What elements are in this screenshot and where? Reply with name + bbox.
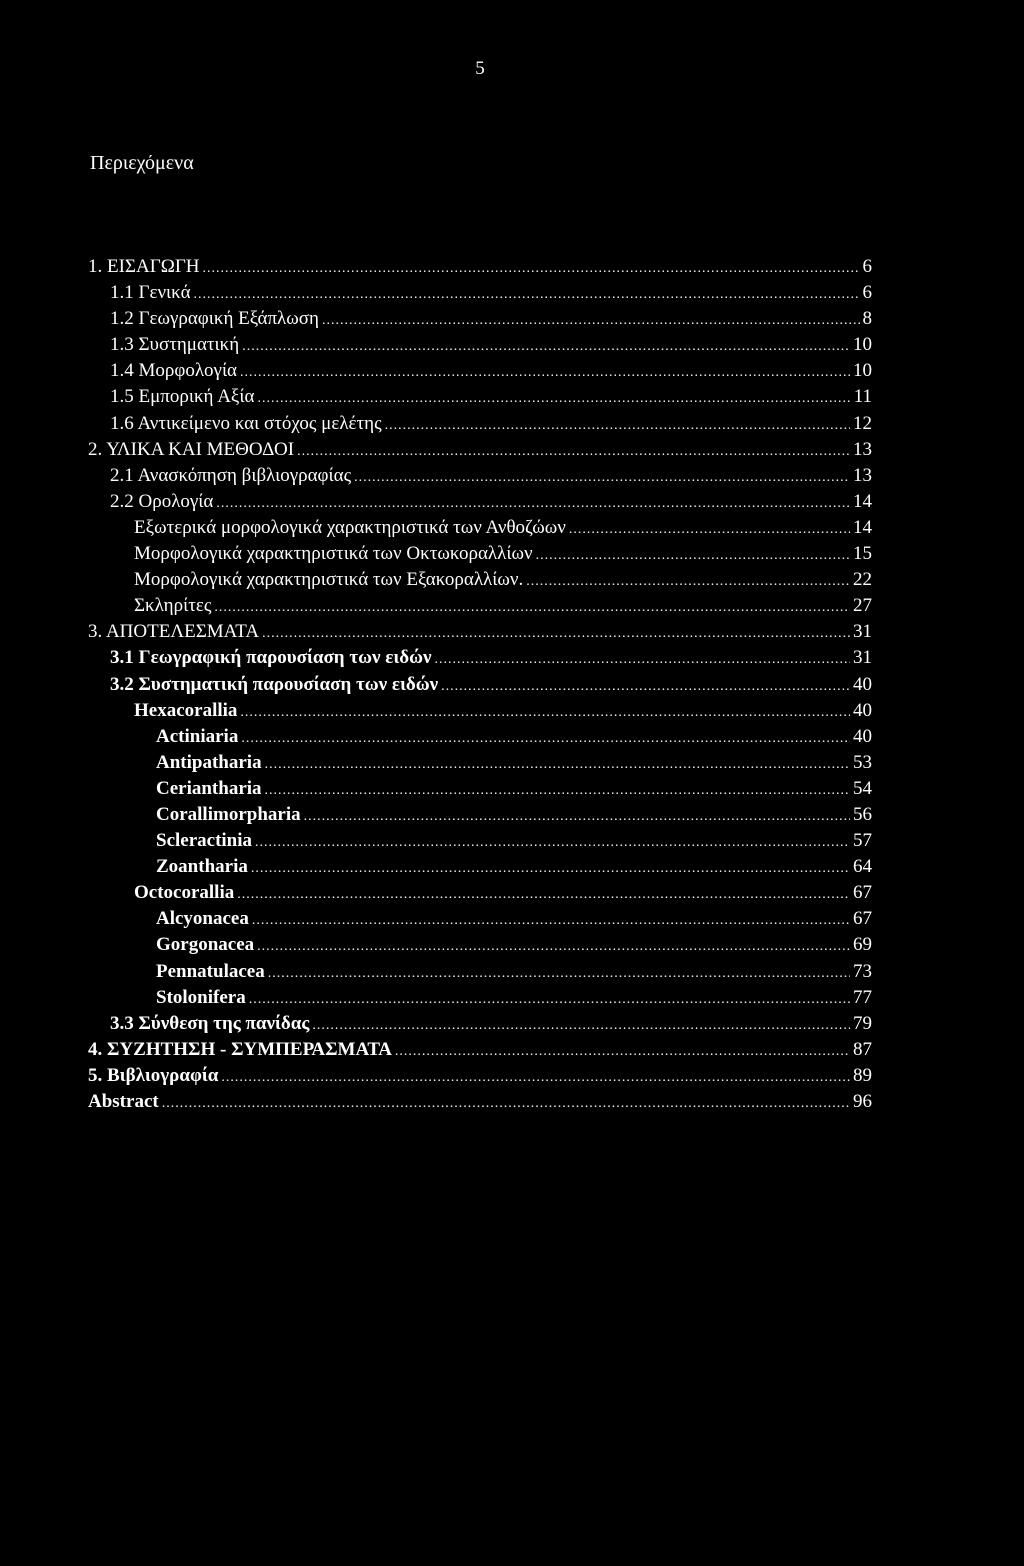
toc-entry[interactable] — [88, 308, 872, 334]
toc-entry[interactable] — [88, 726, 872, 752]
toc-dot-leader — [194, 287, 860, 303]
toc-entry-page: 54 — [853, 777, 872, 799]
toc-dot-leader — [312, 1018, 850, 1034]
toc-entry[interactable] — [88, 282, 872, 308]
toc-entry-page: 11 — [853, 386, 872, 408]
toc-entry-label: Hexacorallia — [134, 699, 238, 721]
toc-entry-page: 27 — [853, 595, 872, 617]
toc-entry-label: 5. Βιβλιογραφία — [88, 1064, 219, 1086]
toc-dot-leader — [240, 365, 850, 381]
toc-entry-label: Μορφολογικά χαρακτηριστικά των Οκτωκοραλλίων — [134, 543, 533, 565]
toc-entry-label: 3.1 Γεωγραφική παρουσίαση των ειδών — [110, 647, 432, 669]
toc-entry[interactable] — [88, 543, 872, 569]
toc-entry[interactable] — [88, 413, 872, 439]
toc-dot-leader — [162, 1096, 850, 1112]
toc-entry[interactable] — [88, 752, 872, 778]
toc-entry-label: 2.2 Ορολογία — [110, 490, 214, 512]
toc-entry-label: 1.6 Αντικείμενο και στόχος μελέτης — [110, 412, 382, 434]
toc-entry[interactable] — [88, 517, 872, 543]
toc-dot-leader — [385, 418, 850, 434]
toc-entry-page: 15 — [853, 543, 872, 565]
toc-dot-leader — [265, 757, 850, 773]
toc-dot-leader — [257, 939, 850, 955]
toc-entry-page: 40 — [853, 673, 872, 695]
toc-dot-leader — [221, 1070, 850, 1086]
toc-entry-page: 13 — [853, 464, 872, 486]
toc-entry-label: 1.2 Γεωγραφική Εξάπλωση — [110, 308, 319, 330]
page-number: 5 — [475, 58, 485, 79]
toc-dot-leader — [526, 574, 850, 590]
toc-entry-page: 14 — [853, 516, 872, 538]
toc-entry-label: Μορφολογικά χαρακτηριστικά των Εξακοραλλίων. — [134, 569, 524, 591]
toc-entry-page: 89 — [853, 1064, 872, 1086]
toc-entry-label: Octocorallia — [134, 882, 235, 904]
toc-entry[interactable] — [88, 491, 872, 517]
toc-entry[interactable] — [88, 465, 872, 491]
toc-entry-label: Σκληρίτες — [134, 595, 212, 617]
toc-entry-page: 31 — [853, 647, 872, 669]
toc-entry[interactable] — [88, 934, 872, 960]
toc-dot-leader — [304, 809, 850, 825]
toc-entry[interactable] — [88, 621, 872, 647]
toc-dot-leader — [203, 261, 860, 277]
toc-entry[interactable] — [88, 908, 872, 934]
toc-entry[interactable] — [88, 961, 872, 987]
toc-dot-leader — [251, 861, 850, 877]
toc-entry-page: 67 — [853, 882, 872, 904]
toc-entry-label: 1.1 Γενικά — [110, 282, 191, 304]
toc-dot-leader — [441, 679, 850, 695]
toc-entry[interactable] — [88, 674, 872, 700]
toc-dot-leader — [434, 652, 850, 668]
toc-entry-label: 1.5 Εμπορική Αξία — [110, 386, 255, 408]
toc-entry-label: 3.2 Συστηματική παρουσίαση των ειδών — [110, 673, 439, 695]
toc-entry-label: Ceriantharia — [156, 777, 262, 799]
toc-entry[interactable] — [88, 595, 872, 621]
toc-entry-page: 56 — [853, 803, 872, 825]
toc-entry-page: 8 — [862, 308, 872, 330]
toc-entry-page: 22 — [853, 569, 872, 591]
toc-entry-label: Stolonifera — [156, 986, 246, 1008]
toc-dot-leader — [322, 313, 860, 329]
toc-entry-page: 73 — [853, 960, 872, 982]
toc-entry[interactable] — [88, 1091, 872, 1117]
toc-dot-leader — [252, 913, 850, 929]
toc-dot-leader — [268, 966, 850, 982]
toc-entry-label: 3. ΑΠΟΤΕΛΕΣΜΑΤΑ — [88, 621, 260, 643]
toc-entry-label: Εξωτερικά μορφολογικά χαρακτηριστικά των Ανθοζώων — [134, 516, 566, 538]
toc-dot-leader — [262, 626, 850, 642]
toc-entry[interactable] — [88, 256, 872, 282]
toc-entry-page: 10 — [853, 334, 872, 356]
toc-entry-label: Pennatulacea — [156, 960, 265, 982]
toc-entry-page: 14 — [853, 490, 872, 512]
toc-entry-page: 87 — [853, 1038, 872, 1060]
toc-entry-label: Gorgonacea — [156, 934, 255, 956]
toc-entry-page: 96 — [853, 1091, 872, 1112]
toc-dot-leader — [240, 705, 850, 721]
toc-entry[interactable] — [88, 439, 872, 465]
toc-entry-label: Scleractinia — [156, 830, 253, 852]
toc-entry-page: 79 — [853, 1012, 872, 1034]
toc-entry-page: 57 — [853, 830, 872, 852]
toc-entry-label: Abstract — [88, 1091, 159, 1112]
toc-entry-label: Alcyonacea — [156, 908, 249, 930]
toc-entry-page: 67 — [853, 908, 872, 930]
toc-entry[interactable] — [88, 386, 872, 412]
toc-entry-label: 3.3 Σύνθεση της πανίδας — [110, 1012, 310, 1034]
toc-entry-page: 31 — [853, 621, 872, 643]
toc-entry-label: 1.3 Συστηματική — [110, 334, 240, 356]
toc-entry-label: 2.1 Ανασκόπηση βιβλιογραφίας — [110, 464, 352, 486]
toc-dot-leader — [395, 1044, 850, 1060]
toc-entry[interactable] — [88, 334, 872, 360]
toc-dot-leader — [214, 600, 850, 616]
toc-entry-page: 40 — [853, 699, 872, 721]
toc-dot-leader — [569, 522, 850, 538]
toc-entry[interactable] — [88, 778, 872, 804]
toc-entry-label: Actiniaria — [156, 725, 239, 747]
toc-entry-label: Antipatharia — [156, 751, 262, 773]
toc-entry[interactable] — [88, 804, 872, 830]
toc-entry-page: 6 — [862, 256, 872, 277]
toc-heading: Περιεχόμενα — [90, 152, 194, 174]
toc-entry-page: 53 — [853, 751, 872, 773]
toc-dot-leader — [237, 887, 850, 903]
toc-entry[interactable] — [88, 647, 872, 673]
toc-entry-page: 77 — [853, 986, 872, 1008]
toc-entry-page: 12 — [853, 412, 872, 434]
toc-entry-label: 1.4 Μορφολογία — [110, 360, 238, 382]
toc-entry[interactable] — [88, 856, 872, 882]
toc-dot-leader — [242, 339, 850, 355]
toc-entry-page: 6 — [862, 282, 872, 304]
toc-entry-page: 64 — [853, 856, 872, 878]
toc-entry[interactable] — [88, 987, 872, 1013]
toc-entry-page: 13 — [853, 438, 872, 460]
toc-dot-leader — [216, 496, 850, 512]
toc-entry[interactable] — [88, 1039, 872, 1065]
toc-dot-leader — [257, 391, 850, 407]
toc-entry[interactable] — [88, 569, 872, 595]
toc-dot-leader — [249, 992, 850, 1008]
toc-entry-page: 40 — [853, 725, 872, 747]
toc-dot-leader — [297, 444, 850, 460]
toc-entry[interactable] — [88, 700, 872, 726]
toc-dot-leader — [255, 835, 850, 851]
toc-entry-label: 4. ΣΥΖΗΤΗΣΗ - ΣΥΜΠΕΡΑΣΜΑΤΑ — [88, 1038, 392, 1060]
toc-dot-leader — [265, 783, 850, 799]
toc-entry[interactable] — [88, 1013, 872, 1039]
toc-entry-label: 1. ΕΙΣΑΓΩΓΗ — [88, 256, 200, 277]
toc-entry-label: Zoantharia — [156, 856, 248, 878]
toc-dot-leader — [354, 470, 850, 486]
toc-entry-label: 2. ΥΛΙΚΑ ΚΑΙ ΜΕΘΟΔΟΙ — [88, 438, 295, 460]
toc-entry-page: 69 — [853, 934, 872, 956]
toc-dot-leader — [241, 731, 850, 747]
toc-entry[interactable] — [88, 360, 872, 386]
toc-dot-leader — [536, 548, 850, 564]
toc-entry-label: Corallimorpharia — [156, 803, 301, 825]
toc-entry-page: 10 — [853, 360, 872, 382]
toc-entry[interactable] — [88, 882, 872, 908]
toc-entry[interactable] — [88, 1065, 872, 1091]
toc-entry[interactable] — [88, 830, 872, 856]
table-of-contents — [88, 256, 872, 1117]
